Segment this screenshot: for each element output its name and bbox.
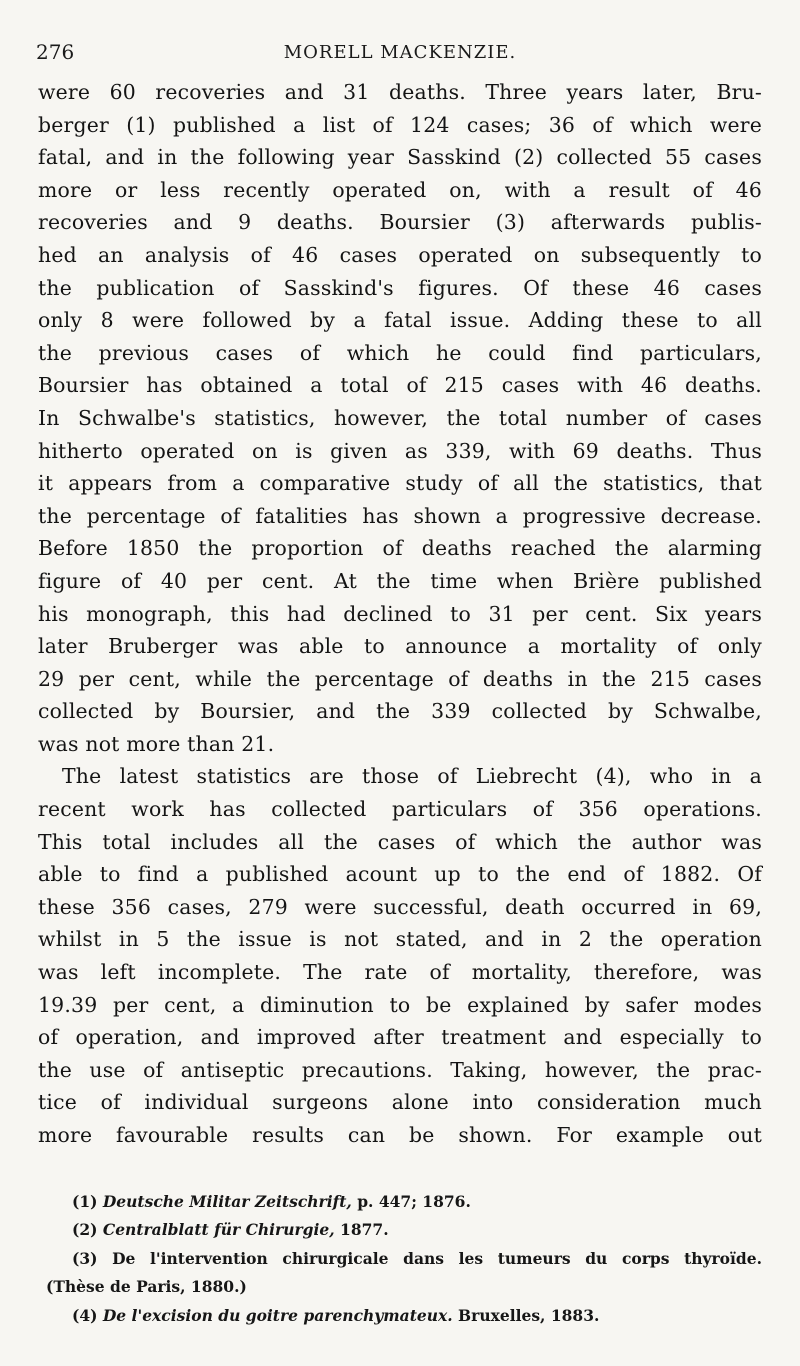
page-number: 276 <box>36 40 75 64</box>
text-line: was left incomplete. The rate of mortality, therefore, was <box>38 960 762 985</box>
footnote-2-title: Centralblatt für Chirurgie, <box>102 1220 335 1240</box>
text-line: recent work has collected particulars of 356 operations. <box>38 797 762 822</box>
text-line: able to find a published acount up to the end of 1882. Of <box>38 862 762 887</box>
text-line: This total includes all the cases of which the author was <box>38 829 762 854</box>
text-line: hed an analysis of 46 cases operated on subsequently to <box>38 242 762 267</box>
footnotes <box>38 1188 762 1330</box>
text-line: fatal, and in the following year Sasskind (2) collected 55 cases <box>38 145 762 170</box>
text-line: his monograph, this had declined to 31 per cent. Six years <box>38 601 762 626</box>
text-line: Before 1850 the proportion of deaths reached the alarming <box>38 536 762 561</box>
text-line: figure of 40 per cent. At the time when Brière published <box>38 568 762 593</box>
footnote-4-number: (4) <box>72 1305 98 1325</box>
text-line: it appears from a comparative study of all the statistics, that <box>38 471 762 496</box>
text-line: were 60 recoveries and 31 deaths. Three years later, Bru- <box>38 80 762 104</box>
footnote-4 <box>38 1302 762 1330</box>
running-head: MORELL MACKENZIE. <box>283 42 517 63</box>
text-line: In Schwalbe's statistics, however, the total number of cases <box>38 405 762 430</box>
footnote-3-continuation: (Thèse de Paris, 1880.) <box>46 1277 247 1297</box>
text-line: 29 per cent, while the percentage of deaths in the 215 cases <box>38 666 762 691</box>
text-line: hitherto operated on is given as 339, with 69 deaths. Thus <box>38 438 762 463</box>
footnote-4-details: Bruxelles, 1883. <box>452 1305 600 1325</box>
text-line: recoveries and 9 deaths. Boursier (3) afterwards publis- <box>38 210 762 235</box>
text-line: collected by Boursier, and the 339 collected by Schwalbe, <box>38 699 762 724</box>
footnote-1-number: (1) <box>72 1192 98 1211</box>
footnote-4-title: De l'excision du goitre parenchymateux. <box>102 1305 453 1325</box>
text-line: only 8 were followed by a fatal issue. Adding these to all <box>38 308 762 333</box>
page-header <box>36 40 764 70</box>
text-line: was not more than 21. <box>38 731 275 756</box>
text-line: 19.39 per cent, a diminution to be explained by safer modes <box>38 992 762 1017</box>
text-line: berger (1) published a list of 124 cases; 36 of which were <box>38 112 762 137</box>
paragraph-first-line: The latest statistics are those of Liebrecht (4), who in a <box>62 764 762 789</box>
text-line: the percentage of fatalities has shown a progressive decrease. <box>38 503 762 528</box>
text-line: the previous cases of which he could find particulars, <box>38 340 762 365</box>
text-line: more or less recently operated on, with a result of 46 <box>38 177 762 202</box>
text-line: tice of individual surgeons alone into consideration much <box>38 1090 762 1115</box>
footnote-1-title: Deutsche Militar Zeitschrift, <box>102 1192 352 1211</box>
footnote-1 <box>38 1188 762 1216</box>
text-line: of operation, and improved after treatment and especially to <box>38 1025 762 1050</box>
footnote-2-number: (2) <box>72 1220 98 1240</box>
footnote-1-details: p. 447; 1876. <box>351 1192 471 1211</box>
footnote-3: (3) De l'intervention chirurgicale dans les tumeurs du corps thyroïde. <box>72 1248 762 1268</box>
text-line: Boursier has obtained a total of 215 cases with 46 deaths. <box>38 373 762 398</box>
text-line: the use of antiseptic precautions. Taking, however, the prac- <box>38 1057 762 1082</box>
footnote-2-details: 1877. <box>334 1220 389 1240</box>
footnote-2 <box>38 1216 762 1244</box>
text-line: later Bruberger was able to announce a mortality of only <box>38 634 762 659</box>
text-line: whilst in 5 the issue is not stated, and in 2 the operation <box>38 927 762 952</box>
text-line: these 356 cases, 279 were successful, death occurred in 69, <box>38 894 762 919</box>
body-text <box>38 76 762 1152</box>
text-line: the publication of Sasskind's figures. Of these 46 cases <box>38 275 762 300</box>
text-line: more favourable results can be shown. For example out <box>38 1123 762 1147</box>
